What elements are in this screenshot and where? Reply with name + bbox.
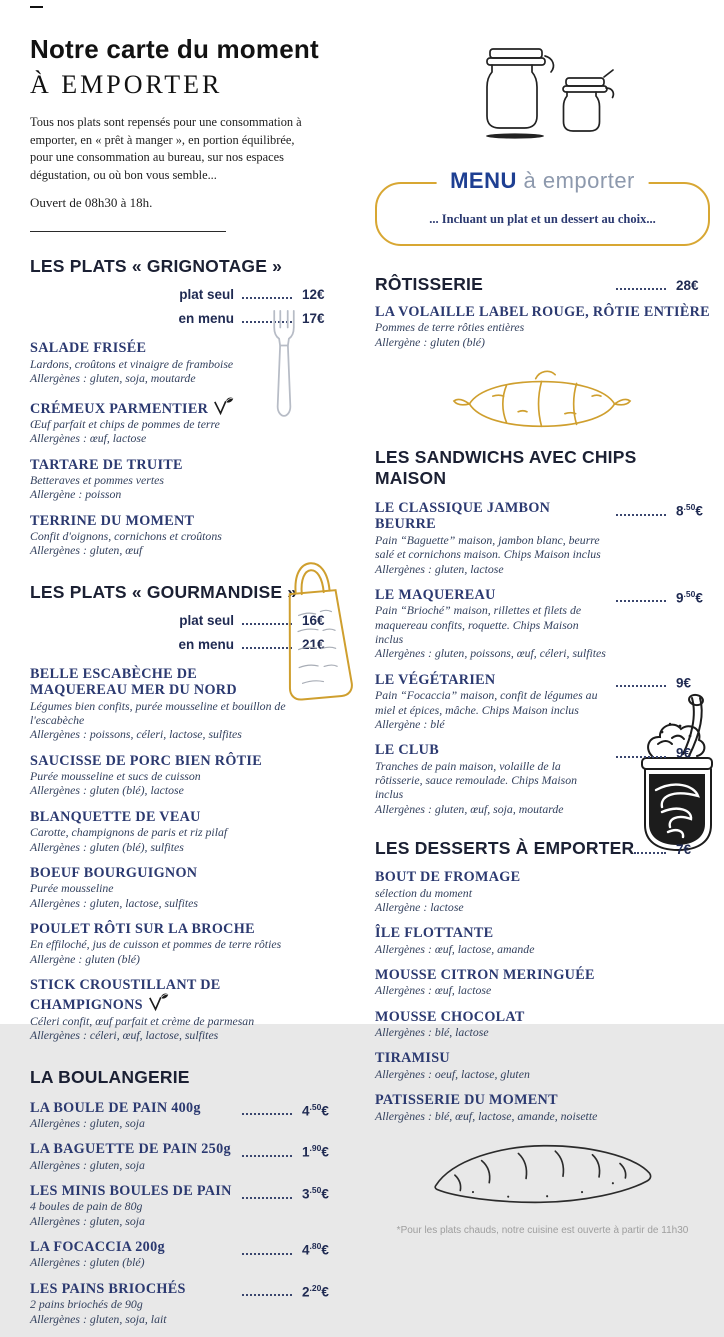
opening-hours: Ouvert de 08h30 à 18h. (30, 195, 153, 211)
footnote-text: *Pour les plats chauds, notre cuisine est ouverte à partir de 11h30 (396, 1224, 689, 1236)
menu-item (30, 921, 336, 966)
price-value: 28€ (676, 278, 699, 293)
menu-item (30, 809, 336, 854)
section-boulangerie (30, 1067, 336, 1326)
item-name: MOUSSE CHOCOLAT (375, 1008, 525, 1025)
item-name: LA VOLAILLE LABEL ROUGE, RÔTIE ENTIÈRE (375, 304, 710, 320)
item-description: Céleri confit, œuf parfait et crème de parmesan (30, 1013, 255, 1028)
dotted-leader (616, 506, 666, 516)
item-allergens: Allergène : poisson (30, 487, 122, 502)
item-description: Pommes de terre rôties entières (375, 320, 525, 335)
item-name: LA BOULE DE PAIN 400g (30, 1099, 201, 1116)
menu-offer-box (375, 168, 710, 246)
item-allergens: Allergènes : gluten (blé) (30, 1255, 145, 1270)
item-name: TIRAMISU (375, 1050, 450, 1067)
menu-item (30, 865, 336, 910)
item-description: Carotte, champignons de paris et riz pilaf (30, 825, 228, 840)
dotted-leader (242, 289, 292, 299)
menu-item (375, 1009, 625, 1040)
dotted-leader (242, 1105, 292, 1115)
dotted-leader (242, 1147, 292, 1157)
section-heading: LES SANDWICHS AVEC CHIPS MAISON (375, 447, 637, 489)
right-column (375, 0, 710, 1236)
item-name: SAUCISSE DE PORC BIEN RÔTIE (30, 752, 263, 769)
divider-line (30, 231, 226, 232)
item-name: TARTARE DE TRUITE (30, 456, 183, 473)
menu-item (30, 1239, 336, 1270)
menu-item (30, 1183, 336, 1228)
menu-item (375, 869, 625, 914)
item-name: BELLE ESCABÈCHE DE MAQUEREAU MER DU NORD (30, 665, 237, 699)
price-value: $2^{.20}€$ (302, 1282, 329, 1300)
item-description: Pain “Baguette” maison, jambon blanc, beurre salé et cornichons maison. Chips Maison inclus (375, 532, 601, 562)
section-sandwichs (375, 447, 710, 816)
item-name: BOUT DE FROMAGE (375, 869, 521, 886)
item-description: Purée mousseline (30, 881, 114, 896)
price-value: $4^{.80}€$ (302, 1241, 329, 1258)
price-value: 16€ (302, 612, 325, 628)
item-description: Tranches de pain maison, volaille de la rôtisserie, sauce remoulade. Chips Maison inclus (375, 758, 578, 802)
item-allergens: Allergènes : gluten, soja (30, 1115, 145, 1130)
page-subtitle: À EMPORTER (30, 70, 223, 99)
item-description: 4 boules de pain de 80g (30, 1199, 143, 1214)
item-allergens: Allergènes : poissons, céleri, lactose, sulfites (30, 727, 242, 742)
price-label: plat seul (179, 612, 234, 628)
menu-item (30, 513, 336, 558)
dotted-leader (616, 280, 666, 290)
pricing-row (30, 287, 336, 302)
item-allergens: Allergènes : œuf, lactose (375, 983, 492, 998)
item-description: Pain “Brioché” maison, rillettes et filets de maquereau confits, roquette. Chips Maison inclus (375, 603, 582, 647)
item-name: BLANQUETTE DE VEAU (30, 808, 201, 825)
item-allergens: Allergènes : gluten, œuf (30, 543, 143, 558)
item-name: STICK CROUSTILLANT DE CHAMPIGNONS (30, 977, 221, 1014)
menu-box-subtitle: ... Incluant un plat et un dessert au choix... (429, 212, 656, 226)
baguette-illustration (424, 1135, 661, 1215)
item-name: LE VÉGÉTARIEN (375, 671, 496, 688)
decorative-dash (30, 6, 43, 8)
item-allergens: Allergènes : oeuf, lactose, gluten (375, 1066, 530, 1081)
item-allergens: Allergènes : gluten, soja, moutarde (30, 371, 196, 386)
item-name: POULET RÔTI SUR LA BROCHE (30, 921, 255, 938)
menu-item (375, 587, 710, 661)
item-name: LA BAGUETTE DE PAIN 250g (30, 1141, 231, 1158)
dotted-leader (634, 844, 666, 854)
vegetarian-icon (212, 397, 234, 415)
price-value: 9€ (676, 675, 692, 691)
item-allergens: Allergènes : gluten, soja (30, 1157, 145, 1172)
menu-item (375, 500, 710, 576)
menu-item (375, 304, 710, 349)
price-value: 21€ (302, 636, 325, 652)
item-allergens: Allergènes : gluten, lactose, sulfites (30, 895, 198, 910)
item-allergens: Allergène : gluten (blé) (375, 334, 485, 349)
menu-item (375, 1050, 625, 1081)
item-description: Purée mousseline et sucs de cuisson (30, 769, 201, 784)
item-name: TERRINE DU MOMENT (30, 512, 195, 529)
item-name: LE CLUB (375, 742, 439, 759)
menu-item (375, 1092, 625, 1123)
menu-item (30, 977, 336, 1042)
section-heading: RÔTISSERIE (375, 274, 483, 294)
price-value: 9€ (676, 745, 692, 761)
item-allergens: Allergènes : gluten (blé), sulfites (30, 839, 184, 854)
section-rotisserie (375, 274, 710, 349)
vegetarian-icon (147, 993, 169, 1011)
item-name: PATISSERIE DU MOMENT (375, 1092, 558, 1109)
item-allergens: Allergènes : gluten, poissons, œuf, céleri, sulfites (375, 646, 606, 661)
item-description: Confit d'oignons, cornichons et croûtons (30, 529, 222, 544)
price-value: $8^{.50}€$ (676, 502, 703, 519)
item-allergens: Allergènes : céleri, œuf, lactose, sulfites (30, 1028, 219, 1043)
section-heading: LA BOULANGERIE (30, 1066, 190, 1087)
item-allergens: Allergènes : gluten, lactose (375, 561, 504, 576)
item-description: En effiloché, jus de cuisson et pommes de terre rôties (30, 937, 282, 952)
tote-bag-illustration (270, 555, 362, 706)
item-allergens: Allergènes : blé, œuf, lactose, amande, noisette (375, 1108, 598, 1123)
dotted-leader (616, 592, 666, 602)
item-description: Légumes bien confits, purée mousseline et bouillon de l'escabèche (30, 698, 286, 727)
fork-illustration (258, 306, 310, 431)
item-name: LES PAINS BRIOCHÉS (30, 1280, 186, 1297)
dotted-leader (242, 1286, 292, 1296)
item-name: SALADE FRISÉE (30, 340, 147, 357)
menu-item (30, 1100, 336, 1131)
intro-text: Tous nos plats sont repensés pour une consommation à emporter, en « prêt à manger », en portion équilibrée, pour une consommation au bureau, sur nos espaces dégustation, ou où bon vous semble... (30, 115, 302, 182)
item-allergens: Allergènes : gluten, œuf, soja, moutarde (375, 801, 564, 816)
price-value: $9^{.50}€$ (676, 588, 703, 606)
item-description: Œuf parfait et chips de pommes de terre (30, 416, 220, 431)
price-label: plat seul (179, 287, 234, 303)
dotted-leader (616, 677, 666, 687)
item-allergens: Allergène : blé (375, 716, 445, 731)
dotted-leader (242, 1189, 292, 1199)
dotted-leader (616, 748, 666, 758)
item-allergens: Allergènes : gluten, soja (30, 1213, 145, 1228)
price-label: en menu (178, 636, 234, 652)
menu-item (375, 742, 710, 816)
menu-item (30, 457, 336, 502)
item-allergens: Allergènes : œuf, lactose (30, 431, 147, 446)
item-description: Betteraves et pommes vertes (30, 472, 164, 487)
price-value: 7€ (676, 842, 692, 858)
wrapped-roast-illustration (450, 363, 635, 439)
price-value: $3^{.50}€$ (302, 1185, 329, 1202)
item-name: LA FOCACCIA 200g (30, 1239, 165, 1256)
menu-item (30, 1141, 336, 1172)
section-heading: LES PLATS « GOURMANDISE » (30, 581, 298, 602)
item-description: 2 pains briochés de 90g (30, 1297, 143, 1312)
menu-item (30, 753, 336, 798)
item-name: LE MAQUEREAU (375, 586, 496, 603)
section-heading: LES DESSERTS À EMPORTER (375, 838, 635, 859)
price-label: en menu (178, 311, 234, 327)
dotted-leader (242, 1245, 292, 1255)
item-name: LES MINIS BOULES DE PAIN (30, 1183, 232, 1200)
item-allergens: Allergènes : gluten, soja, lait (30, 1311, 167, 1326)
item-name: CRÉMEUX PARMENTIER (30, 397, 336, 417)
menu-item (375, 967, 625, 998)
item-allergens: Allergènes : œuf, lactose, amande (375, 941, 535, 956)
item-allergens: Allergènes : blé, lactose (375, 1025, 489, 1040)
item-name: MOUSSE CITRON MERINGUÉE (375, 967, 595, 984)
menu-item (375, 672, 710, 732)
price-value: $4^{.50}€$ (302, 1101, 329, 1119)
menu-item (375, 925, 625, 956)
price-value: $1^{.90}€$ (302, 1143, 329, 1160)
menu-box-title-bold: MENU (450, 168, 517, 193)
section-desserts (375, 838, 710, 1123)
item-description: Lardons, croûtons et vinaigre de framboise (30, 356, 234, 371)
price-value: 17€ (302, 311, 325, 327)
section-heading: LES PLATS « GRIGNOTAGE » (30, 256, 283, 277)
menu-item (30, 1281, 336, 1326)
item-name: LE CLASSIQUE JAMBON BEURRE (375, 500, 551, 533)
mason-jars-illustration (468, 44, 618, 144)
item-name: ÎLE FLOTTANTE (375, 925, 494, 942)
page-title: Notre carte du moment (30, 34, 319, 64)
price-value: 12€ (302, 287, 325, 303)
item-description: Pain “Focaccia” maison, confit de légumes au miel et épices, mâche. Chips Maison inclus (375, 688, 598, 717)
menu-box-title-light: à emporter (516, 168, 635, 193)
item-allergens: Allergène : lactose (375, 899, 464, 914)
menu-box-title (436, 168, 649, 194)
item-description: sélection du moment (375, 885, 472, 900)
item-name: BOEUF BOURGUIGNON (30, 864, 198, 881)
item-allergens: Allergène : gluten (blé) (30, 951, 140, 966)
item-allergens: Allergènes : gluten (blé), lactose (30, 783, 184, 798)
